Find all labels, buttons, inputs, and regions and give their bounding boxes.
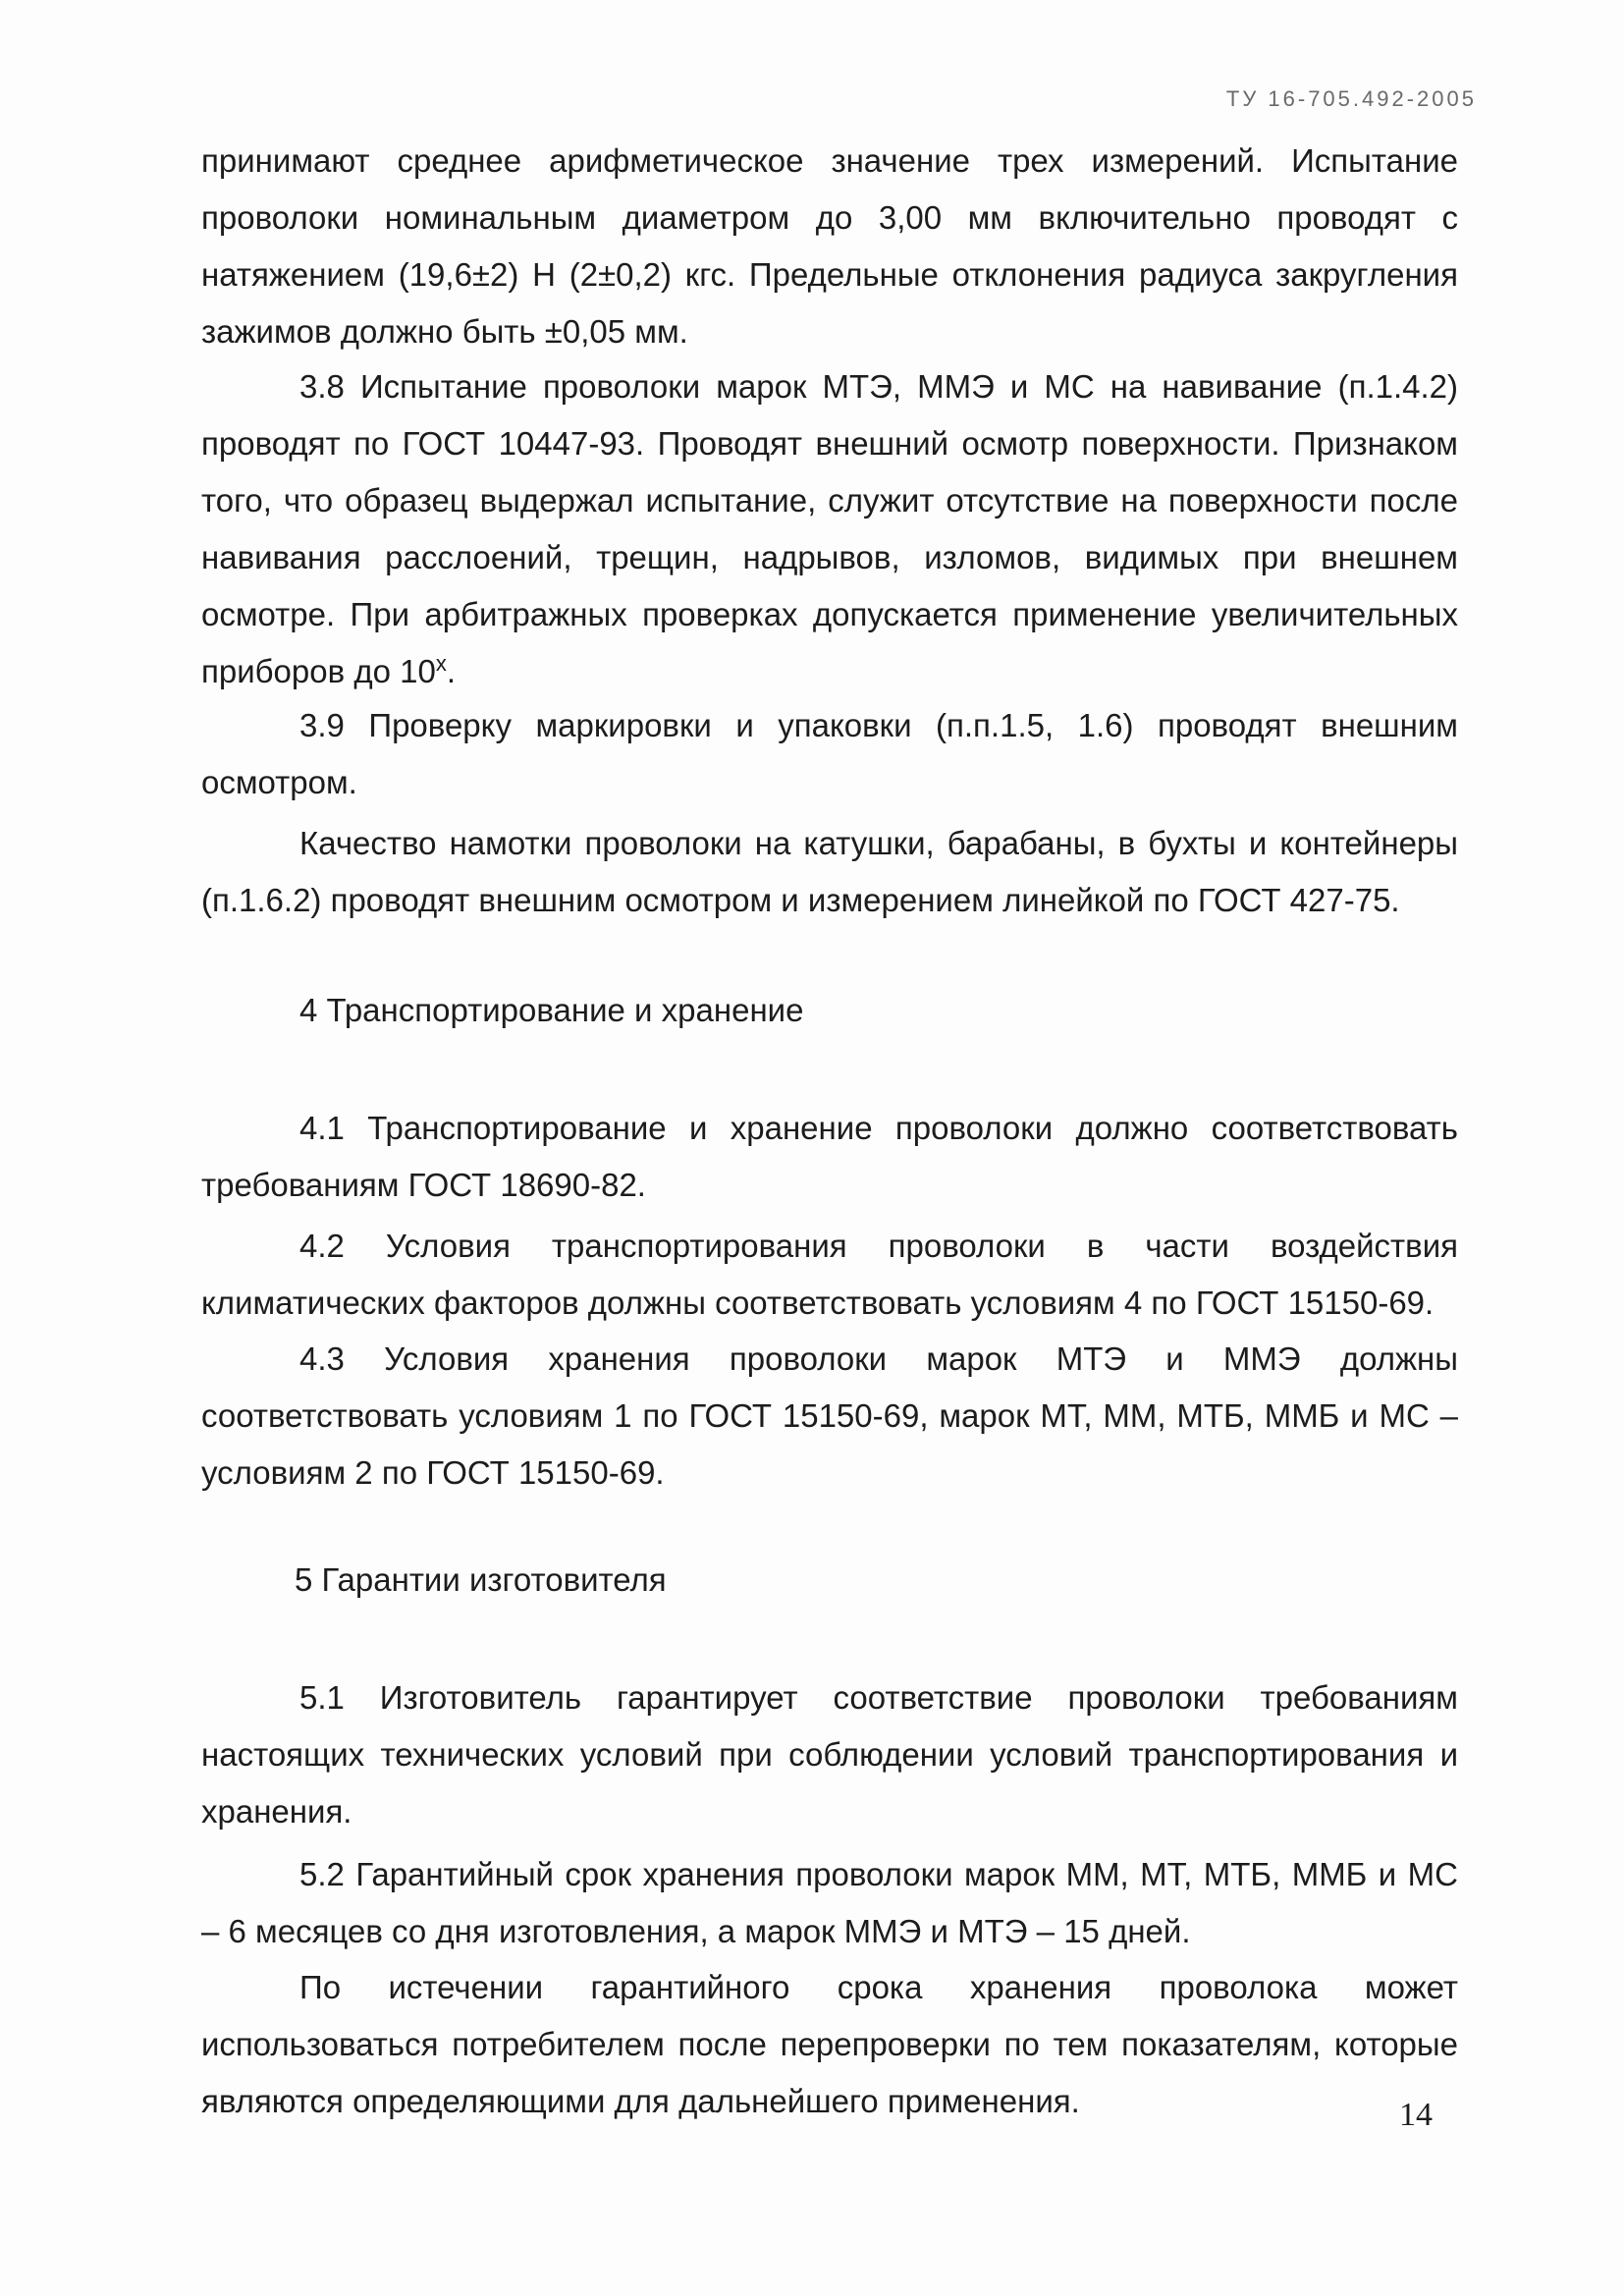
paragraph-3-8 [201, 358, 1458, 700]
paragraph-5-1-text: 5.1 Изготовитель гарантирует соответствие проволоки требованиям настоящих технических условий при соблюдении условий транспортирования и хранения. [201, 1679, 1458, 1830]
paragraph-measurement [201, 133, 1458, 360]
paragraph-measurement-text: принимают среднее арифметическое значение трех измерений. Испытание проволоки номинальным диаметром до 3,00 мм включительно проводят с натяжением (19,6±2) Н (2±0,2) кгс. Предельные отклонения радиуса закругления зажимов должно быть ±0,05 мм. [201, 142, 1458, 350]
paragraph-3-9-text: 3.9 Проверку маркировки и упаковки (п.п.1.5, 1.6) проводят внешним осмотром. [201, 707, 1458, 800]
section-4-heading: 4 Транспортирование и хранение [299, 992, 804, 1028]
section-5-heading: 5 Гарантии изготовителя [295, 1561, 667, 1598]
paragraph-winding-quality [201, 815, 1458, 929]
magnification-superscript: х [435, 651, 447, 676]
paragraph-4-3-text: 4.3 Условия хранения проволоки марок МТЭ и ММЭ должны соответствовать условиям 1 по ГОСТ 15150-69, марок МТ, ММ, МТБ, ММБ и МС – условиям 2 по ГОСТ 15150-69. [201, 1340, 1458, 1491]
paragraph-4-2-text: 4.2 Условия транспортирования проволоки в части воздействия климатических факторов должны соответствовать условиям 4 по ГОСТ 15150-69. [201, 1228, 1458, 1321]
paragraph-3-8-end: . [446, 653, 456, 689]
paragraph-5-1 [201, 1669, 1458, 1840]
page-number: 14 [1399, 2097, 1433, 2133]
paragraph-3-9 [201, 697, 1458, 811]
paragraph-3-8-text: 3.8 Испытание проволоки марок МТЭ, ММЭ и МС на навивание (п.1.4.2) проводят по ГОСТ 10447-93. Проводят внешний осмотр поверхности. Признаком того, что образец выдержал испытание, служит отсутствие на поверхности после навивания расслоений, трещин, надрывов, изломов, видимых при внешнем осмотре. При арбитражных проверках допускается применение увеличительных приборов до 10 [201, 368, 1458, 689]
document-code-header: ТУ 16-705.492-2005 [1225, 86, 1477, 111]
paragraph-4-3 [201, 1331, 1458, 1502]
paragraph-winding-quality-text: Качество намотки проволоки на катушки, барабаны, в бухты и контейнеры (п.1.6.2) проводят внешним осмотром и измерением линейкой по ГОСТ 427-75. [201, 825, 1458, 918]
paragraph-4-2 [201, 1218, 1458, 1332]
paragraph-5-2 [201, 1846, 1458, 1960]
paragraph-after-warranty-text: По истечении гарантийного срока хранения проволока может использоваться потребителем после перепроверки по тем показателям, которые являются определяющими для дальнейшего применения. [201, 1969, 1458, 2119]
paragraph-4-1-text: 4.1 Транспортирование и хранение проволоки должно соответствовать требованиям ГОСТ 18690-82. [201, 1110, 1458, 1203]
paragraph-after-warranty [201, 1959, 1458, 2130]
paragraph-5-2-text: 5.2 Гарантийный срок хранения проволоки марок ММ, МТ, МТБ, ММБ и МС – 6 месяцев со дня изготовления, а марок ММЭ и МТЭ – 15 дней. [201, 1856, 1458, 1949]
paragraph-4-1 [201, 1100, 1458, 1214]
